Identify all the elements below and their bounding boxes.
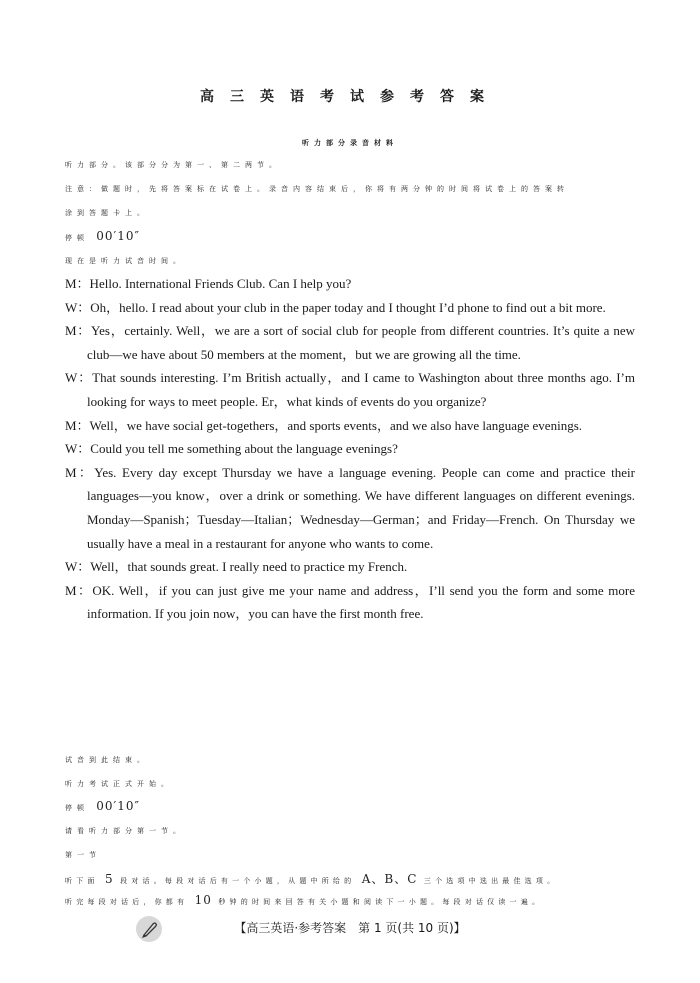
page-title: 高三英语考试参考答案	[200, 89, 500, 105]
pause-label: 停顿	[65, 234, 89, 242]
outro-line-2: 听力考试正式开始。	[65, 780, 173, 788]
dialog-line: M：Hello. International Friends Club. Can I help you?	[65, 276, 352, 291]
dialog-line: M：Well，we have social get-togethers，and sports events，and we also have language evenings.	[65, 417, 582, 433]
outro-line-4: 请看听力部分第一节。	[65, 827, 185, 835]
dialog-line: W：Oh，hello. I read about your club in the paper today and I thought I’d phone to find out a bit more.	[65, 299, 606, 315]
pause-label: 停顿	[65, 804, 89, 812]
outro-line-5: 第一节	[65, 851, 101, 859]
outro-line-6: 听下面 5 段对话。每段对话后有一个小题，从题中所给的 A、B、C 三个选项中选出最佳选项。	[65, 872, 559, 886]
section-subtitle: 听力部分录音材料	[302, 138, 398, 147]
intro-pause	[65, 229, 140, 243]
intro-line-1: 听力部分。该部分分为第一、第二两节。	[65, 161, 281, 169]
dialog-line: M：OK. Well，if you can just give me your name and address，I’ll send you the form and some more information. If you join now，you can have the first month free.	[65, 582, 635, 622]
intro-line-5: 现在是听力试音时间。	[65, 257, 185, 265]
intro-line-2: 注意：做题时，先将答案标在试卷上。录音内容结束后，你将有两分钟的时间将试卷上的答案转	[65, 185, 569, 193]
dialog-line: M：Yes，certainly. Well，we are a sort of social club for people from different countries. It’s quite a new club—we have about 50 members at the moment，but we are growing all the time.	[65, 323, 635, 362]
pause-time: 00′10″	[96, 229, 140, 243]
outro-line-7: 听完每段对话后，你都有 10 秒钟的时间来回答有关小题和阅读下一小题。每段对话仅读一遍。	[65, 893, 544, 907]
dialog-line: W：Could you tell me something about the language evenings?	[65, 441, 398, 457]
page-footer: 【高三英语·参考答案 第 1 页(共 10 页)】	[234, 921, 466, 935]
dialog-line: W：That sounds interesting. I’m British actually，and I came to Washington about three months ago. I’m looking for ways to meet people. Er，what kinds of events do you organize?	[65, 370, 635, 409]
dialog-transcript	[65, 272, 635, 626]
outro-line-1: 试音到此结束。	[65, 756, 149, 764]
dialog-line: W：Well，that sounds great. I really need to practice my French.	[65, 559, 408, 575]
intro-line-3: 涂到答题卡上。	[65, 209, 149, 217]
outro-pause	[65, 799, 140, 813]
dialog-line: M：Yes. Every day except Thursday we have a language evening. People can come and practice their languages—you know，over a drink or something. We have different languages on different evenings. Monday—Spanish；Tuesday—Italian；Wednesday—German；and Friday—French. On Thursday we usually have a meal in a restaurant for anyone who wants to come.	[65, 464, 635, 551]
pause-time: 00′10″	[96, 799, 140, 813]
